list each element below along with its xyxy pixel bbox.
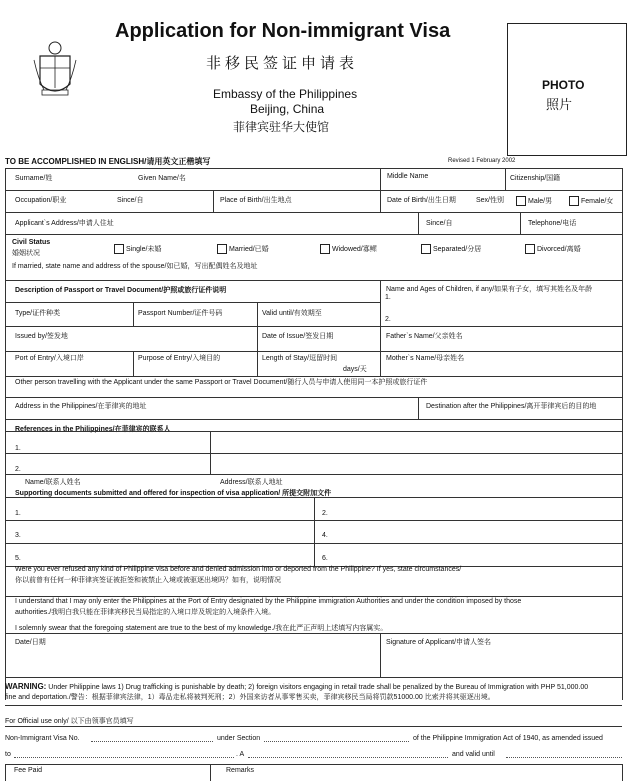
other-persons-field[interactable]: Other person travelling with the Applicant under the same Passport or Travel Document/随行人员与申请人使用同一本护照或旅行证件 [15,379,428,386]
refused-question-cn: 你以前曾有任何一种菲律宾签证被拒签和被禁止入境或被驱逐出境吗？如有，说明情况 [15,577,281,584]
doc-4[interactable]: 4. [322,532,328,539]
reference-1[interactable]: 1. [15,445,21,452]
married-option[interactable] [217,244,269,254]
declaration-understand-cn: authorities./我明白我只能在菲律宾移民当局指定的入境口岸及规定的入境条件入境。 [15,609,276,616]
photo-box[interactable] [507,23,627,156]
divorced-label: Divorced/离婚 [537,246,581,253]
single-checkbox[interactable] [114,244,124,254]
warning-text-cn: fine and deportation./警告：根据菲律宾法律，1）毒品走私将被判死刑；2）外国来访者从事零售买卖，菲律宾移民当局将罚款51000.00 比索并将其驱逐出境。 [5,694,495,701]
visa-no-label: Non-Immigrant Visa No. [5,735,80,742]
embassy-city: Beijing, China [250,102,325,116]
length-of-stay-field[interactable]: Length of Stay/逗留时间 [262,355,338,362]
purpose-of-entry-field[interactable]: Purpose of Entry/入境目的 [138,355,221,362]
married-label: Married/已婚 [229,246,269,253]
valid-until-input[interactable] [506,757,622,758]
date-field[interactable]: Date/日期 [15,639,46,646]
doc-6[interactable]: 6. [322,555,328,562]
to-label: to [5,751,11,758]
married-checkbox[interactable] [217,244,227,254]
widowed-checkbox[interactable] [320,244,330,254]
civil-status-label: Civil Status [12,239,51,246]
surname-field[interactable]: Surname/姓 [15,175,53,182]
act-label: of the Philippine Immigration Act of 1940, as amended issued [413,735,603,742]
occupation-field[interactable]: Occupation/职业 [15,197,67,204]
reference-2[interactable]: 2. [15,466,21,473]
given-name-field[interactable]: Given Name/名 [138,175,186,182]
child-2[interactable]: 2. [385,316,391,323]
passport-desc-heading: Description of Passport or Travel Document/护照或旅行证件说明 [15,287,227,294]
widowed-label: Widowed/寡鳏 [332,246,377,253]
male-label: Male/男 [528,198,553,205]
mother-name-field[interactable]: Mother`s Name/母亲姓名 [386,355,465,362]
section-input[interactable] [264,741,409,742]
type-field[interactable]: Type/证件种类 [15,310,61,317]
address-field[interactable]: Applicant`s Address/申请人住址 [15,220,114,227]
photo-label-cn: 照片 [546,97,573,112]
remarks-field[interactable]: Remarks [226,767,255,774]
warning-text [5,682,588,691]
revised-date: Revised 1 February 2002 [448,158,516,164]
days-label: days/天 [343,366,367,373]
page-title-cn: 非移民签证申请表 [206,55,359,72]
female-option[interactable] [569,196,613,206]
children-field[interactable]: Name and Ages of Children, if any/如果有子女，填写其姓名及年龄 [386,286,593,293]
seal-logo [32,38,78,100]
date-of-issue-field[interactable]: Date of Issue/签发日期 [262,333,334,340]
separated-option[interactable] [421,244,481,254]
supporting-docs-heading: Supporting documents submitted and offered for inspection of visa application/ 所提交附加文件 [15,490,332,497]
declaration-understand: I understand that I may only enter the Philippines at the Port of Entry designated by the Philippine immigration Authorities and under the condition imposed by those [15,598,522,605]
divorced-option[interactable] [525,244,581,254]
declaration-swear: I solemnly swear that the foregoing statement are true to the best of my knowledge./我在此严正声明上述填写内容属实。 [15,625,388,632]
references-heading: References in the Philippines/在菲律宾的联系人 [15,426,171,433]
civil-status-label-cn: 婚姻状况 [12,250,40,257]
to-input[interactable] [14,757,234,758]
warning-label: WARNING: [5,682,47,691]
instructions: TO BE ACCOMPLISHED IN ENGLISH/请用英文正楷填写 [5,157,211,166]
spouse-note[interactable]: If married, state name and address of the spouse/如已婚，写出配偶姓名及地址 [12,263,258,270]
port-of-entry-field[interactable]: Port of Entry/入境口岸 [15,355,84,362]
widowed-option[interactable] [320,244,377,254]
a-input[interactable] [248,757,448,758]
citizenship-field[interactable]: Citizenship/国籍 [510,175,561,182]
fee-paid-field[interactable]: Fee Paid [14,767,43,774]
female-label: Female/女 [581,198,614,205]
divorced-checkbox[interactable] [525,244,535,254]
destination-after-field[interactable]: Destination after the Philippines/离开菲律宾后的目的地 [426,403,597,410]
doc-3[interactable]: 3. [15,532,21,539]
reference-name-label: Name/联系人姓名 [25,479,81,486]
since-field[interactable]: Since/自 [117,197,144,204]
passport-number-field[interactable]: Passport Number/证件号码 [138,310,223,317]
date-of-birth-field[interactable]: Date of Birth/出生日期 [387,197,456,204]
signature-field[interactable]: Signature of Applicant/申请人签名 [386,639,492,646]
visa-no-input[interactable] [91,741,213,742]
doc-1[interactable]: 1. [15,510,21,517]
separated-label: Separated/分居 [433,246,482,253]
photo-label: PHOTO [542,78,585,92]
doc-5[interactable]: 5. [15,555,21,562]
separated-checkbox[interactable] [421,244,431,254]
refused-question[interactable]: Were you ever refused any kind of Philippine visa before and denied admission into or deported from the Philippine? If yes, state circumstances/ [15,566,462,573]
under-section-label: under Section [217,735,261,742]
doc-2[interactable]: 2. [322,510,328,517]
reference-address-label: Address/联系人地址 [220,479,283,486]
address-since-field[interactable]: Since/自 [426,220,453,227]
female-checkbox[interactable] [569,196,579,206]
a-label: . A [236,751,245,758]
issued-by-field[interactable]: Issued by/签发地 [15,333,68,340]
address-ph-field[interactable]: Address in the Philippines/在菲律宾的地址 [15,403,147,410]
child-1[interactable]: 1. [385,294,391,301]
male-option[interactable] [516,196,552,206]
embassy-name-cn: 菲律宾驻华大使馆 [233,120,330,134]
official-use-heading: For Official use only/ 以下由领事官员填写 [5,718,134,725]
father-name-field[interactable]: Father`s Name/父亲姓名 [386,333,463,340]
single-option[interactable] [114,244,161,254]
middle-name-field[interactable]: Middle Name [387,173,429,180]
page-title: Application for Non-immigrant Visa [115,20,451,42]
valid-until-label: and valid until [452,751,495,758]
single-label: Single/未婚 [126,246,162,253]
sex-label: Sex/性别 [476,197,505,204]
place-of-birth-field[interactable]: Place of Birth/出生地点 [220,197,292,204]
valid-until-field[interactable]: Valid until/有效期至 [262,310,322,317]
embassy-name: Embassy of the Philippines [213,87,358,101]
male-checkbox[interactable] [516,196,526,206]
telephone-field[interactable]: Telephone/电话 [528,220,577,227]
warning-body: Under Philippine laws 1) Drug trafficking is punishable by death; 2) foreign visitors engaging in retail trade shall be penalized by the Bureau of Immigration with PHP 51,000.00 [48,684,589,691]
